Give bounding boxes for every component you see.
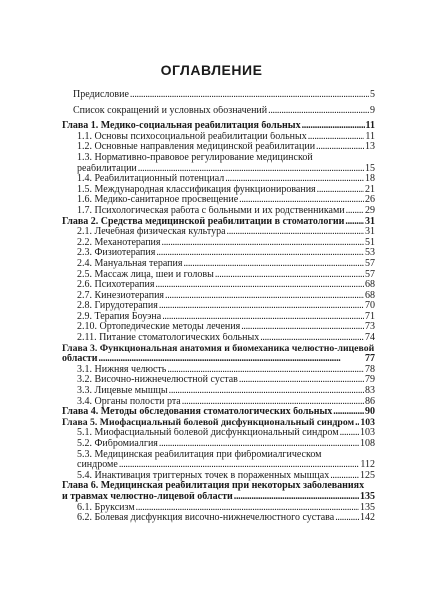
- toc-section-label: 2.4. Мануальная терапия: [77, 258, 183, 269]
- toc-page-number: 135: [360, 502, 375, 513]
- toc-section-label: 1.2. Основные направления медицинской реабилитации: [77, 142, 316, 153]
- toc-section[interactable]: [62, 280, 375, 291]
- toc-section[interactable]: [62, 174, 375, 185]
- toc-page-number: 74: [365, 333, 375, 344]
- toc-page-number: 77: [365, 354, 375, 365]
- dot-leader: [165, 291, 364, 302]
- dot-leader: [159, 301, 364, 312]
- toc-section-label: 2.11. Питание стоматологических больных: [77, 333, 260, 344]
- toc-section[interactable]: [62, 259, 375, 270]
- toc-section[interactable]: [62, 248, 375, 259]
- toc-page-number: 57: [365, 269, 375, 280]
- toc-section[interactable]: [62, 238, 375, 249]
- toc-page-number: 13: [365, 142, 375, 153]
- dot-leader: [227, 227, 364, 238]
- dot-leader: [225, 174, 364, 185]
- toc-section[interactable]: [62, 471, 375, 482]
- toc-page-number: 125: [360, 470, 375, 481]
- toc-section-label: 1.7. Психологическая работа с больными и их родственниками: [77, 205, 345, 216]
- dot-leader: [130, 90, 369, 101]
- toc-section-label[interactable]: 1.3. Нормативно-правовое регулирование медицинской: [77, 152, 313, 163]
- dot-leader: [138, 164, 364, 175]
- toc-entry-label: Список сокращений и условных обозначений: [73, 105, 268, 116]
- toc-section[interactable]: [62, 142, 375, 153]
- toc-page-number: 103: [360, 428, 375, 439]
- toc-chapter-label: Глава 1. Медико-социальная реабилитация больных: [62, 121, 301, 132]
- dot-leader: [167, 365, 364, 376]
- toc-section-label: 1.5. Международная классификация функционирования: [77, 184, 316, 195]
- dot-leader: [239, 195, 364, 206]
- toc-page-number: 5: [370, 90, 375, 100]
- toc-section-label: 1.1. Основы психосоциальной реабилитации больных: [77, 131, 307, 142]
- toc-entry-abbreviations[interactable]: [62, 106, 375, 117]
- dot-leader: [136, 503, 359, 514]
- toc-page-number: 68: [365, 290, 375, 301]
- toc-section[interactable]: [62, 365, 375, 376]
- toc-page-number: 57: [365, 258, 375, 269]
- toc-section-label: реабилитации: [77, 163, 137, 174]
- toc-section-label: 2.3. Физиотерапия: [77, 248, 156, 259]
- toc-section[interactable]: [62, 375, 375, 386]
- toc-section-label: 5.2. Фибромиалгия: [77, 439, 158, 449]
- dot-leader: [345, 217, 364, 228]
- toc-page-number: 71: [365, 311, 375, 322]
- toc-page-number: 79: [365, 375, 375, 386]
- table-of-contents: [62, 90, 375, 524]
- toc-section[interactable]: [62, 301, 375, 312]
- toc-section-label: 5.1. Миофасциальный болевой дисфункциональный синдром: [77, 428, 339, 439]
- toc-page-number: 53: [365, 248, 375, 259]
- toc-section-label: 2.6. Психотерапия: [77, 280, 155, 291]
- dot-leader: [239, 375, 364, 386]
- toc-section-label[interactable]: 5.3. Медицинская реабилитация при фибромиалгическом: [77, 449, 322, 460]
- toc-section[interactable]: [62, 439, 375, 450]
- toc-section-label: 2.5. Массаж лица, шеи и головы: [77, 269, 214, 280]
- dot-leader: [268, 106, 369, 117]
- toc-section-label: 1.6. Медико-санитарное просвещение: [77, 195, 239, 206]
- toc-chapter-2[interactable]: [62, 217, 375, 228]
- dot-leader: [169, 386, 364, 397]
- toc-chapter-label: Глава 5. Миофасциальный болевой дисфункциональный синдром: [62, 417, 355, 428]
- toc-section[interactable]: [62, 270, 375, 281]
- toc-section-label: 3.3. Лицевые мышцы: [77, 386, 168, 397]
- dot-leader: [162, 312, 364, 323]
- toc-section[interactable]: [62, 164, 375, 175]
- toc-section-label: 2.8. Гирудотерапия: [77, 301, 158, 312]
- dot-leader: [333, 407, 364, 418]
- toc-page-number: 11: [365, 121, 375, 132]
- toc-page-number: 31: [365, 227, 375, 238]
- toc-section-label: 3.1. Нижняя челюсть: [77, 364, 167, 375]
- toc-page-number: 15: [365, 163, 375, 174]
- toc-chapter-label[interactable]: Глава 3. Функциональная анатомия и биомеханика челюстно-лицевой: [62, 343, 375, 354]
- toc-page-number: 86: [365, 396, 375, 407]
- toc-section[interactable]: [62, 428, 375, 439]
- toc-section-label: 2.9. Терапия Боуэна: [77, 311, 162, 322]
- toc-section[interactable]: [62, 397, 375, 408]
- toc-chapter-label[interactable]: Глава 6. Медицинская реабилитация при некоторых заболеваниях: [62, 481, 365, 492]
- toc-section[interactable]: [62, 333, 375, 344]
- toc-section[interactable]: [62, 291, 375, 302]
- toc-section[interactable]: [62, 386, 375, 397]
- dot-leader: [317, 185, 364, 196]
- toc-chapter-label: Глава 2. Средства медицинской реабилитации в стоматологии: [62, 216, 345, 227]
- dot-leader: [302, 121, 365, 132]
- toc-section[interactable]: [62, 206, 375, 217]
- toc-page-number: 112: [360, 460, 375, 471]
- dot-leader: [119, 460, 360, 471]
- dot-leader: [159, 439, 359, 450]
- toc-page-number: 11: [365, 131, 375, 142]
- toc-section[interactable]: [62, 513, 375, 524]
- toc-section[interactable]: [62, 322, 375, 333]
- toc-page-number: 21: [365, 184, 375, 195]
- dot-leader: [330, 471, 359, 482]
- dot-leader: [241, 322, 364, 333]
- dot-leader: [346, 206, 364, 217]
- toc-chapter-4[interactable]: [62, 407, 375, 418]
- toc-page-number: 142: [360, 513, 375, 524]
- toc-section[interactable]: [62, 460, 375, 471]
- toc-page-number: 103: [360, 417, 375, 428]
- toc-section-label: 2.10. Ортопедические методы лечения: [77, 322, 241, 333]
- dot-leader: [182, 397, 364, 408]
- toc-section-label: синдроме: [77, 460, 118, 471]
- toc-section-label: 2.7. Кинезиотерапия: [77, 290, 165, 301]
- toc-section-label: 3.4. Органы полости рта: [77, 396, 181, 407]
- page-title: ОГЛАВЛЕНИЕ: [160, 62, 263, 78]
- toc-page-number: 31: [365, 216, 375, 227]
- toc-section-label: 2.2. Механотерапия: [77, 237, 161, 248]
- toc-page-number: 26: [365, 195, 375, 206]
- dot-leader: [335, 513, 359, 524]
- toc-section-label: 3.2. Височно-нижнечелюстной сустав: [77, 375, 238, 386]
- toc-page-number: 18: [365, 174, 375, 185]
- toc-section-label: 6.2. Болевая дисфункция височно-нижнечелюстного сустава: [77, 513, 335, 524]
- toc-chapter-5[interactable]: [62, 418, 375, 429]
- toc-page-number: 29: [365, 205, 375, 216]
- toc-chapter-label: Глава 4. Методы обследования стоматологических больных: [62, 407, 333, 418]
- toc-page-number: 9: [370, 105, 375, 116]
- toc-page-number: 70: [365, 301, 375, 312]
- toc-section[interactable]: [62, 132, 375, 143]
- toc-chapter-label-cont: области: [62, 354, 98, 365]
- toc-section-label: 1.4. Реабилитационный потенциал: [77, 174, 225, 185]
- toc-page-number: 51: [365, 237, 375, 248]
- toc-page-number: 68: [365, 280, 375, 291]
- dot-leader: [308, 132, 365, 143]
- toc-page-number: 83: [365, 386, 375, 397]
- dot-leader: [155, 280, 364, 291]
- toc-section-label: 2.1. Лечебная физическая культура: [77, 227, 226, 238]
- toc-entry-preface[interactable]: [62, 90, 375, 101]
- dot-leader: [183, 259, 364, 270]
- dot-leader: [98, 354, 364, 365]
- toc-section[interactable]: [62, 195, 375, 206]
- toc-page-number: 90: [365, 407, 375, 418]
- toc-page-number: 135: [360, 491, 375, 502]
- dot-leader: [156, 248, 364, 259]
- toc-section-label: 6.1. Бруксизм: [77, 502, 135, 513]
- dot-leader: [234, 492, 359, 503]
- toc-chapter-6[interactable]: [62, 492, 375, 503]
- dot-leader: [215, 270, 364, 281]
- toc-chapter-label-cont: и травмах челюстно-лицевой области: [62, 491, 233, 502]
- toc-section[interactable]: [62, 312, 375, 323]
- dot-leader: [162, 238, 364, 249]
- toc-section[interactable]: [62, 227, 375, 238]
- toc-page-number: 108: [360, 439, 375, 449]
- toc-section[interactable]: [62, 503, 375, 514]
- toc-chapter-1[interactable]: [62, 121, 375, 132]
- dot-leader: [260, 333, 364, 344]
- toc-entry-label: Предисловие: [73, 90, 129, 100]
- toc-page-number: 73: [365, 322, 375, 333]
- dot-leader: [340, 428, 359, 439]
- toc-chapter-3[interactable]: [62, 354, 375, 365]
- dot-leader: [316, 142, 364, 153]
- toc-section-label: 5.4. Инактивация триггерных точек в пораженных мышцах: [77, 470, 330, 481]
- toc-section[interactable]: [62, 185, 375, 196]
- toc-page-number: 78: [365, 364, 375, 375]
